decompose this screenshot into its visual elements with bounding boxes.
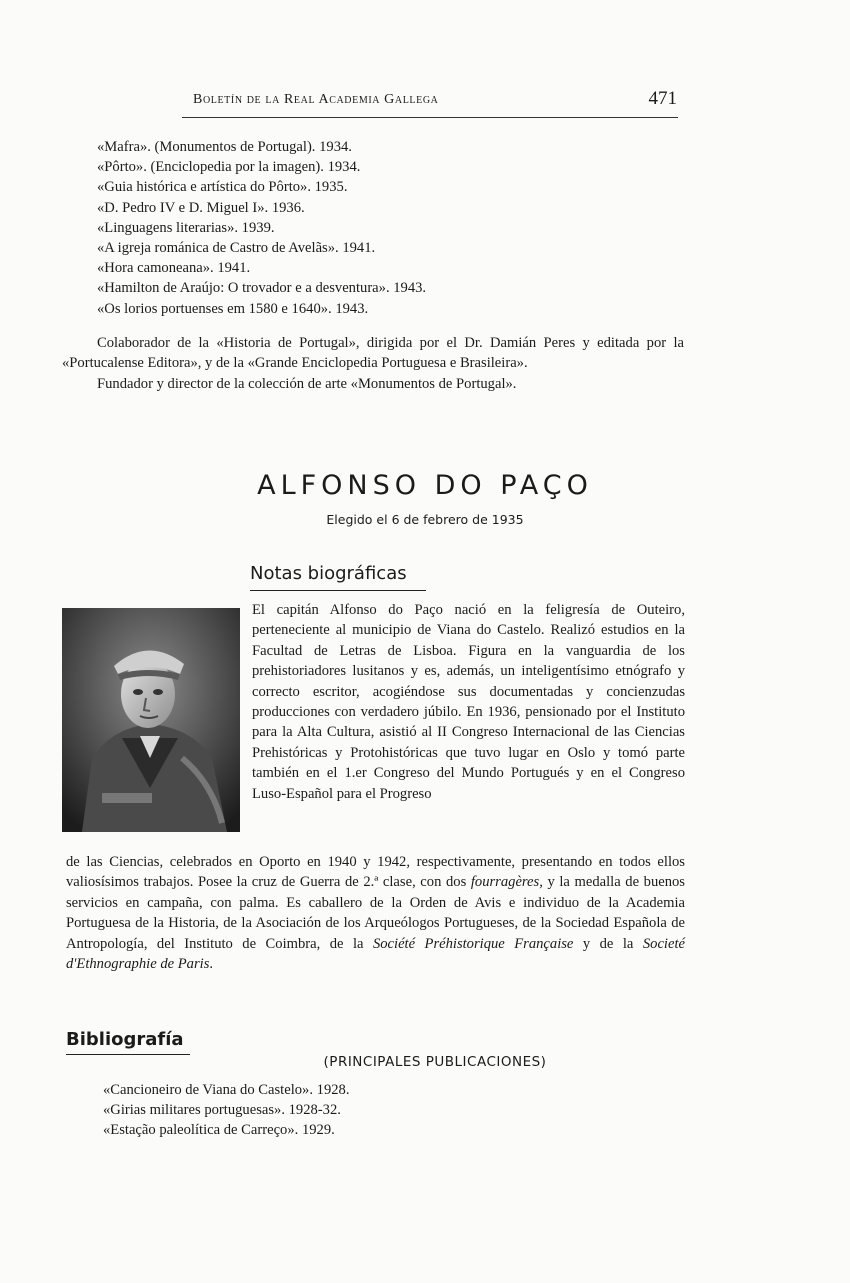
bibliography-list bbox=[103, 1080, 350, 1141]
journal-title: Boletín de la Real Academia Gallega bbox=[193, 92, 439, 107]
list-item: «Girias militares portuguesas». 1928-32. bbox=[103, 1102, 341, 1119]
bio-italic-fourrageres: fourragères, bbox=[470, 874, 543, 891]
list-item: «Hamilton de Araújo: O trovador e a desventura». 1943. bbox=[97, 280, 427, 297]
bibliography-subheading: (PRINCIPALES PUBLICACIONES) bbox=[323, 1054, 547, 1070]
bio-italic-societe-ethnographie: Societé d'Ethnographie de Paris bbox=[66, 935, 685, 973]
list-item: «Guia histórica e artística do Pôrto». 1935. bbox=[97, 179, 348, 196]
portrait-photo bbox=[62, 608, 240, 832]
bio-italic-societe-prehistorique: Société Préhistorique Française bbox=[372, 935, 574, 952]
bio-text: de las Ciencias, celebrados en Oporto en 1940 y 1942, respectivamente, presentando en todos ellos valiosísimos trabajos. Posee la cruz de Guerra de 2.ª clase, con dos bbox=[66, 854, 685, 891]
notes-underline bbox=[250, 590, 426, 591]
list-item: «Hora camoneana». 1941. bbox=[97, 260, 251, 277]
page-number: 471 bbox=[648, 88, 677, 109]
election-date: Elegido el 6 de febrero de 1935 bbox=[326, 512, 524, 527]
running-header bbox=[193, 90, 677, 116]
list-item: «Mafra». (Monumentos de Portugal). 1934. bbox=[97, 139, 352, 155]
founder-paragraph: Fundador y director de la colección de arte «Monumentos de Portugal». bbox=[97, 375, 517, 392]
bio-text: y la medalla de buenos servicios en campaña, con palma. Es caballero de la Orden de Avis e individuo de la Academia Portuguesa de la Historia, de la Asociación de los Arqueólogos Portugueses, de la Sociedad Española de Antropología, del Instituto de Coimbra, de la bbox=[66, 874, 685, 952]
list-item: «Estação paleolítica de Carreço». 1929. bbox=[103, 1122, 335, 1139]
list-item: «Linguagens literarias». 1939. bbox=[97, 219, 275, 236]
bibliography-heading: Bibliografía bbox=[66, 1029, 184, 1050]
collaboration-paragraph: Colaborador de la «Historia de Portugal», dirigida por el Dr. Damián Peres y editada por la «Portucalense Editora», y de la «Grande Enciclopedia Portuguesa e Brasileira». bbox=[62, 335, 684, 372]
works-list bbox=[97, 137, 426, 319]
list-item: «Pôrto». (Enciclopedia por la imagen). 1934. bbox=[97, 159, 361, 176]
list-item: «A igreja románica de Castro de Avelãs». 1941. bbox=[97, 240, 376, 257]
collaboration-section bbox=[62, 333, 684, 394]
notes-heading: Notas biográficas bbox=[250, 563, 407, 584]
bio-text: y de la bbox=[573, 935, 643, 952]
list-item: «D. Pedro IV e D. Miguel I». 1936. bbox=[97, 199, 305, 216]
list-item: «Os lorios portuenses em 1580 e 1640». 1943. bbox=[97, 300, 369, 317]
biography-bottom bbox=[66, 852, 685, 974]
portrait-image bbox=[62, 608, 240, 832]
biography-top: El capitán Alfonso do Paço nació en la feligresía de Outeiro, perteneciente al municipio de Viana do Castelo. Realizó estudios en la Facultad de Letras de Lisboa. Figura en la vanguardia de los prehistoriadores lusitanos y es, además, un inteligentísimo etnógrafo y correcto escritor, acogiéndose sus documentadas y concienzudas producciones con verdadero júbilo. En 1936, pensionado por el Instituto para la Alta Cultura, asistió al II Congreso Internacional de las Ciencias Prehistóricas y Protohistóricas que tuvo lugar en Oslo y tomó parte también en el 1.er Congreso del Mundo Portugués y en el Congreso Luso-Español para el Progreso bbox=[252, 602, 685, 802]
bio-text: . bbox=[209, 956, 214, 973]
header-rule bbox=[182, 117, 678, 118]
member-name: ALFONSO DO PAÇO bbox=[257, 470, 593, 501]
list-item: «Cancioneiro de Viana do Castelo». 1928. bbox=[103, 1082, 350, 1098]
